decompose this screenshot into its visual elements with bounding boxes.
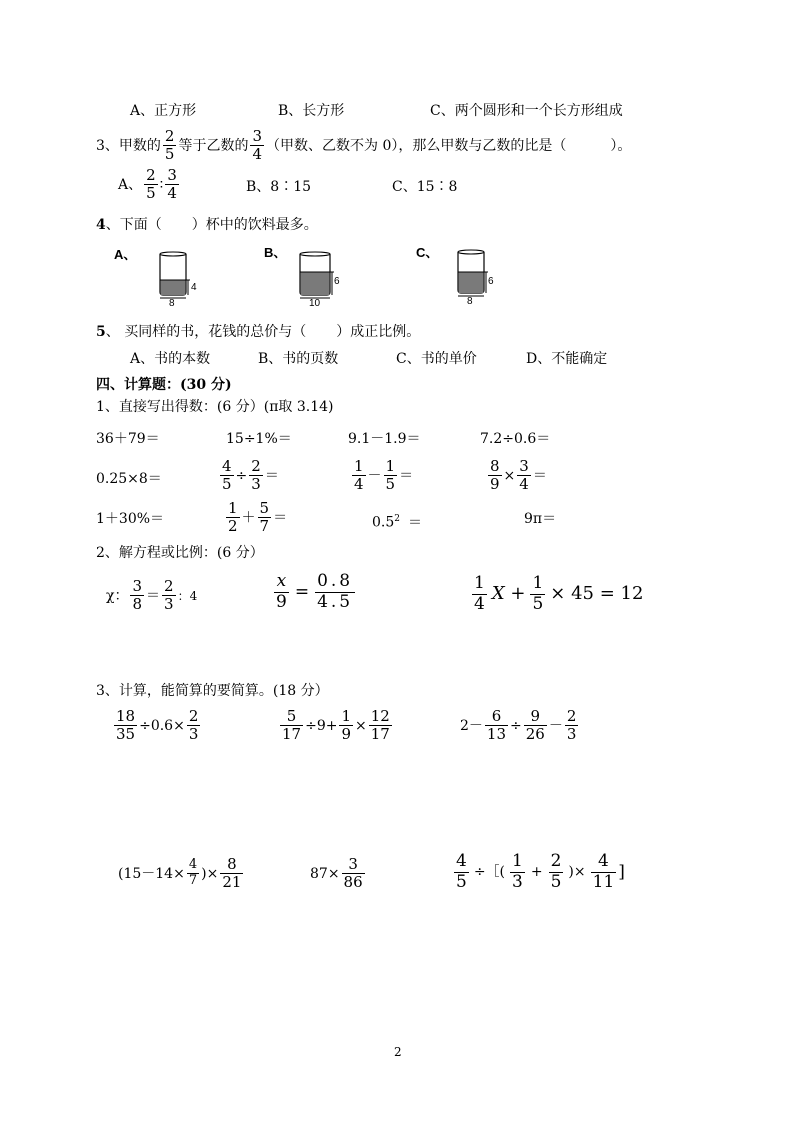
fraction: $\frac{9}{26}$ [525,707,545,744]
s1-title: 1、直接写出得数：(6 分）(π取 3.14) [96,399,334,415]
fraction: $\frac{1}{5}$ [532,573,544,614]
q2-option-a: A、正方形 [130,103,197,119]
cup-b-height: 6 [334,276,340,287]
fraction: $\frac{3}{4}$ [252,127,263,164]
cup-c-diagram [448,246,508,304]
q5-option-c: C、书的单价 [396,351,477,367]
s2-eq3: $\frac{1}{4}$ X + $\frac{1}{5}$ × 45 = 12 [474,573,644,614]
fraction: $\frac{3}{4}$ [167,166,177,203]
fraction: $\frac{2}{3}$ [251,457,261,494]
fraction: $\frac{3}{4}$ [519,457,529,494]
s1-r1-b: 15÷1%＝ [226,431,292,447]
q3-question: 3、甲数的 $\frac{2}{5}$ 等于乙数的 $\frac{3}{4}$ （甲数、乙数不为 0），那么甲数与乙数的比是（ ）。 [96,127,632,164]
fraction: $\frac{2}{5}$ [146,166,156,203]
fraction: $\frac{4}{11}$ [592,851,615,892]
cup-c-height: 6 [488,276,494,287]
s2-title: 2、解方程或比例：(6 分） [96,545,264,561]
s3-expr-6: $\frac{4}{5}$ ÷［( $\frac{1}{3}$ + $\frac{2}{5}$ )× $\frac{4}{11}$ ] [456,851,625,892]
s1-r2-a: 0.25×8＝ [96,471,162,487]
q3-option-a: A、 $\frac{2}{5}$ ∶ $\frac{3}{4}$ [118,166,177,203]
cup-c-width: 8 [467,296,473,304]
cup-b-label: B、 [264,245,287,260]
fraction: $\frac{3}{86}$ [343,855,363,892]
fraction: $\frac{18}{35}$ [116,707,136,744]
fraction: $\frac{2}{3}$ [566,707,577,744]
s1-r3-c: $0.5^2$ ＝ [372,514,422,531]
fraction: $\frac{8}{21}$ [222,855,242,892]
s1-r3-a: 1＋30%＝ [96,511,165,527]
fraction: $\frac{2}{5}$ [550,851,562,892]
s1-r1-a: 36＋79＝ [96,431,160,447]
s1-r2-d: $\frac{8}{9}$ × $\frac{3}{4}$ ＝ [490,457,547,494]
s3-expr-2: $\frac{5}{17}$ ÷9+ $\frac{1}{9}$ × $\frac{12}{17}$ [282,707,390,744]
fraction: $\frac{5}{7}$ [259,499,270,536]
fraction: $\frac{4}{5}$ [222,457,232,494]
fraction: $\frac{2}{5}$ [164,127,175,164]
s3-expr-4: (15－14× $\frac{4}{7}$ )× $\frac{8}{21}$ [118,855,242,892]
q3-option-c: C、15∶8 [392,179,458,195]
fraction: $\frac{8}{9}$ [490,457,500,494]
fraction: $\frac{2}{3}$ [188,707,199,744]
fraction: $\frac{12}{17}$ [370,707,390,744]
s1-r2-b: $\frac{4}{5}$ ÷ $\frac{2}{3}$ ＝ [222,457,279,494]
page-number: 2 [394,1045,402,1059]
q2-option-c: C、两个圆形和一个长方形组成 [430,103,623,119]
fraction: $\frac{4}{7}$ [188,857,198,889]
cup-b-width: 10 [309,298,321,306]
fraction: $\frac{4}{5}$ [456,851,467,892]
cup-a-diagram [150,248,210,306]
q5-option-b: B、书的页数 [258,351,339,367]
fraction: $\frac{5}{17}$ [282,707,302,744]
fraction: $\frac{1}{4}$ [354,457,364,494]
q2-option-b: B、长方形 [278,103,345,119]
q5-option-d: D、不能确定 [526,351,608,367]
q5-question: 5、 买同样的书，花钱的总价与（ ）成正比例。 [96,324,421,340]
s2-eq2: $\frac{x}{9}$ = $\frac{0.8}{4.5}$ [276,571,354,612]
fraction: $\frac{0.8}{4.5}$ [317,571,354,612]
fraction: $\frac{3}{8}$ [132,577,143,614]
fraction: $\frac{1}{5}$ [385,457,396,494]
fraction: $\frac{1}{3}$ [512,851,523,892]
fraction: $\frac{1}{2}$ [228,499,238,536]
s1-r2-c: $\frac{1}{4}$ － $\frac{1}{5}$ ＝ [354,457,414,494]
s3-title: 3、计算，能简算的要简算。(18 分） [96,683,329,699]
fraction: $\frac{6}{13}$ [486,707,507,744]
cup-a-label: A、 [114,247,137,262]
q5-option-a: A、书的本数 [130,351,211,367]
s1-r3-b: $\frac{1}{2}$ ＋ $\frac{5}{7}$ ＝ [228,499,288,536]
s1-r1-c: 9.1－1.9＝ [348,431,421,447]
cup-c-label: C、 [416,245,439,260]
cup-a-width: 8 [169,298,175,306]
fraction: $\frac{1}{4}$ [474,573,485,614]
s2-eq1: χ： $\frac{3}{8}$ ＝ $\frac{2}{3}$ ：4 [106,577,198,614]
section-4-title: 四、计算题：(30 分) [96,377,232,393]
cup-a-height: 4 [191,282,197,293]
cup-b-diagram [292,248,352,306]
q4-question: 4、下面（ ）杯中的饮料最多。 [96,217,318,233]
s1-r3-d: 9π＝ [524,511,557,527]
s3-expr-3: 2－ $\frac{6}{13}$ ÷ $\frac{9}{26}$ － $\frac{2}{3}$ [460,707,577,744]
fraction: $\frac{1}{9}$ [341,707,352,744]
fraction: $\frac{x}{9}$ [276,571,287,612]
q3-option-b: B、8∶15 [246,179,312,195]
s1-r1-d: 7.2÷0.6＝ [480,431,551,447]
fraction: $\frac{2}{3}$ [164,577,174,614]
s3-expr-1: $\frac{18}{35}$ ÷0.6× $\frac{2}{3}$ [116,707,199,744]
s3-expr-5: 87× $\frac{3}{86}$ [310,855,363,892]
